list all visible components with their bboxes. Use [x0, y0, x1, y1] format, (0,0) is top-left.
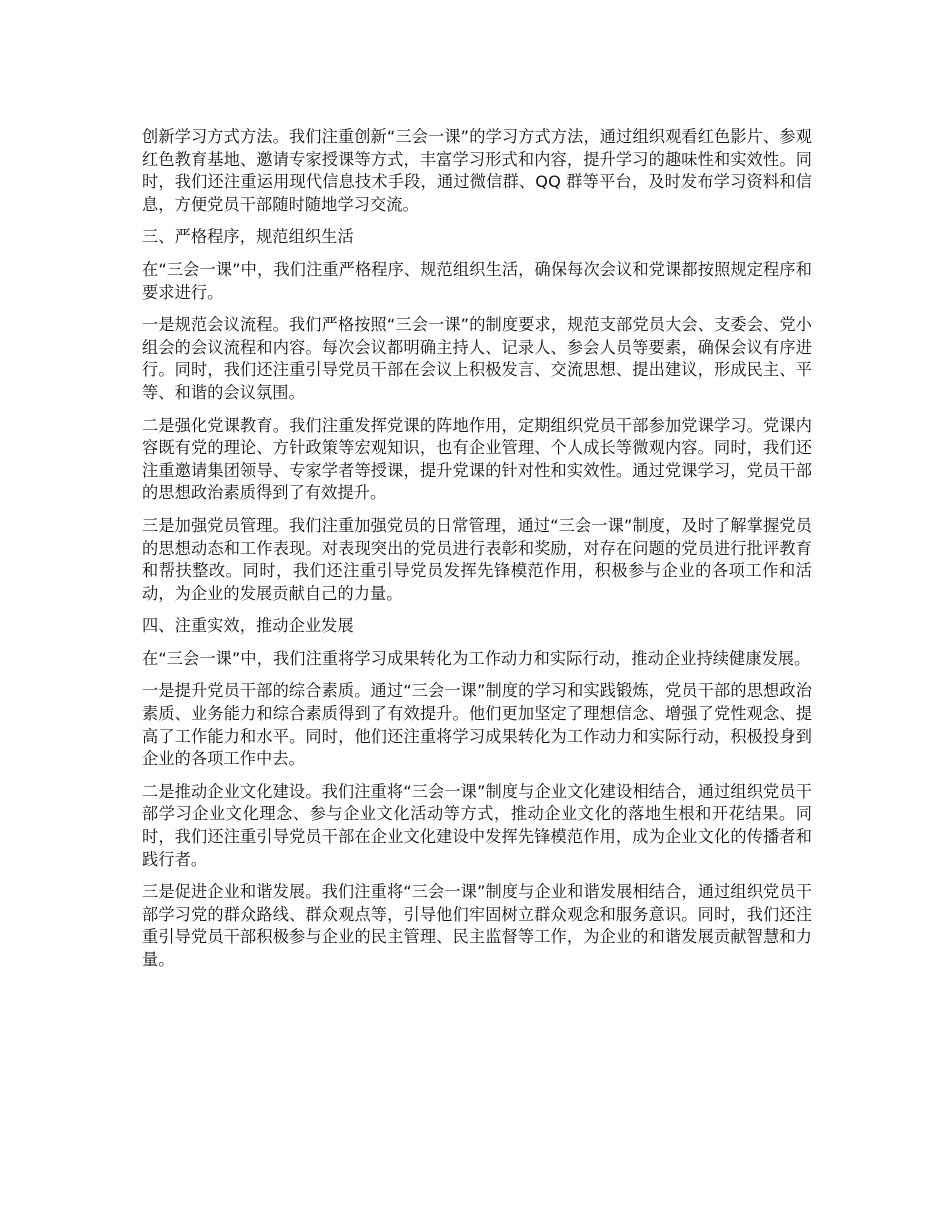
paragraph-party-lessons: 二是强化党课教育。我们注重发挥党课的阵地作用，定期组织党员干部参加党课学习。党课内容既有党的理论、方针政策等宏观知识，也有企业管理、个人成长等微观内容。同时，我们还注重邀请集团领导、专家学者等授课，提升党课的针对性和实效性。通过党课学习，党员干部的思想政治素质得到了有效提升。 [142, 415, 812, 503]
paragraph-quality-improvement: 一是提升党员干部的综合素质。通过“三会一课”制度的学习和实践锻炼，党员干部的思想政治素质、业务能力和综合素质得到了有效提升。他们更加坚定了理想信念、增强了党性观念、提高了工作能力和水平。同时，他们还注重将学习成果转化为工作动力和实际行动，积极投身到企业的各项工作中去。 [142, 681, 812, 769]
paragraph-harmonious-development: 三是促进企业和谐发展。我们注重将“三会一课”制度与企业和谐发展相结合，通过组织党员干部学习党的群众路线、群众观点等，引导他们牢固树立群众观念和服务意识。同时，我们还注重引导党员干部积极参与企业的民主管理、民主监督等工作，为企业的和谐发展贡献智慧和力量。 [142, 882, 812, 969]
paragraph-member-management: 三是加强党员管理。我们注重加强党员的日常管理，通过“三会一课”制度，及时了解掌握党员的思想动态和工作表现。对表现突出的党员进行表彰和奖励，对存在问题的党员进行批评教育和帮扶整改。同时，我们还注重引导党员发挥先锋模范作用，积极参与企业的各项工作和活动，为企业的发展贡献自己的力量。 [142, 515, 812, 603]
paragraph-section-3-intro: 在“三会一课”中，我们注重严格程序、规范组织生活，确保每次会议和党课都按照规定程序和要求进行。 [142, 259, 812, 302]
paragraph-section-4-intro: 在“三会一课”中，我们注重将学习成果转化为工作动力和实际行动，推动企业持续健康发展。 [142, 648, 811, 668]
document-page [142, 126, 812, 982]
section-heading-3: 三、严格程序，规范组织生活 [142, 227, 354, 247]
paragraph-meeting-process: 一是规范会议流程。我们严格按照“三会一课”的制度要求，规范支部党员大会、支委会、党小组会的会议流程和内容。每次会议都明确主持人、记录人、参会人员等要素，确保会议有序进行。同时，我们还注重引导党员干部在会议上积极发言、交流思想、提出建议，形成民主、平等、和谐的会议氛围。 [142, 315, 812, 402]
paragraph-culture-building: 二是推动企业文化建设。我们注重将“三会一课”制度与企业文化建设相结合，通过组织党员干部学习企业文化理念、参与企业文化活动等方式，推动企业文化的落地生根和开花结果。同时，我们还注重引导党员干部在企业文化建设中发挥先锋模范作用，成为企业文化的传播者和践行者。 [142, 781, 812, 869]
section-heading-4: 四、注重实效，推动企业发展 [142, 616, 354, 636]
paragraph-learning-methods: 创新学习方式方法。我们注重创新“三会一课”的学习方式方法，通过组织观看红色影片、参观红色教育基地、邀请专家授课等方式，丰富学习形式和内容，提升学习的趣味性和实效性。同时，我们还注重运用现代信息技术手段，通过微信群、QQ 群等平台，及时发布学习资料和信息，方便党员干部随时随地学习交流。 [142, 127, 812, 214]
